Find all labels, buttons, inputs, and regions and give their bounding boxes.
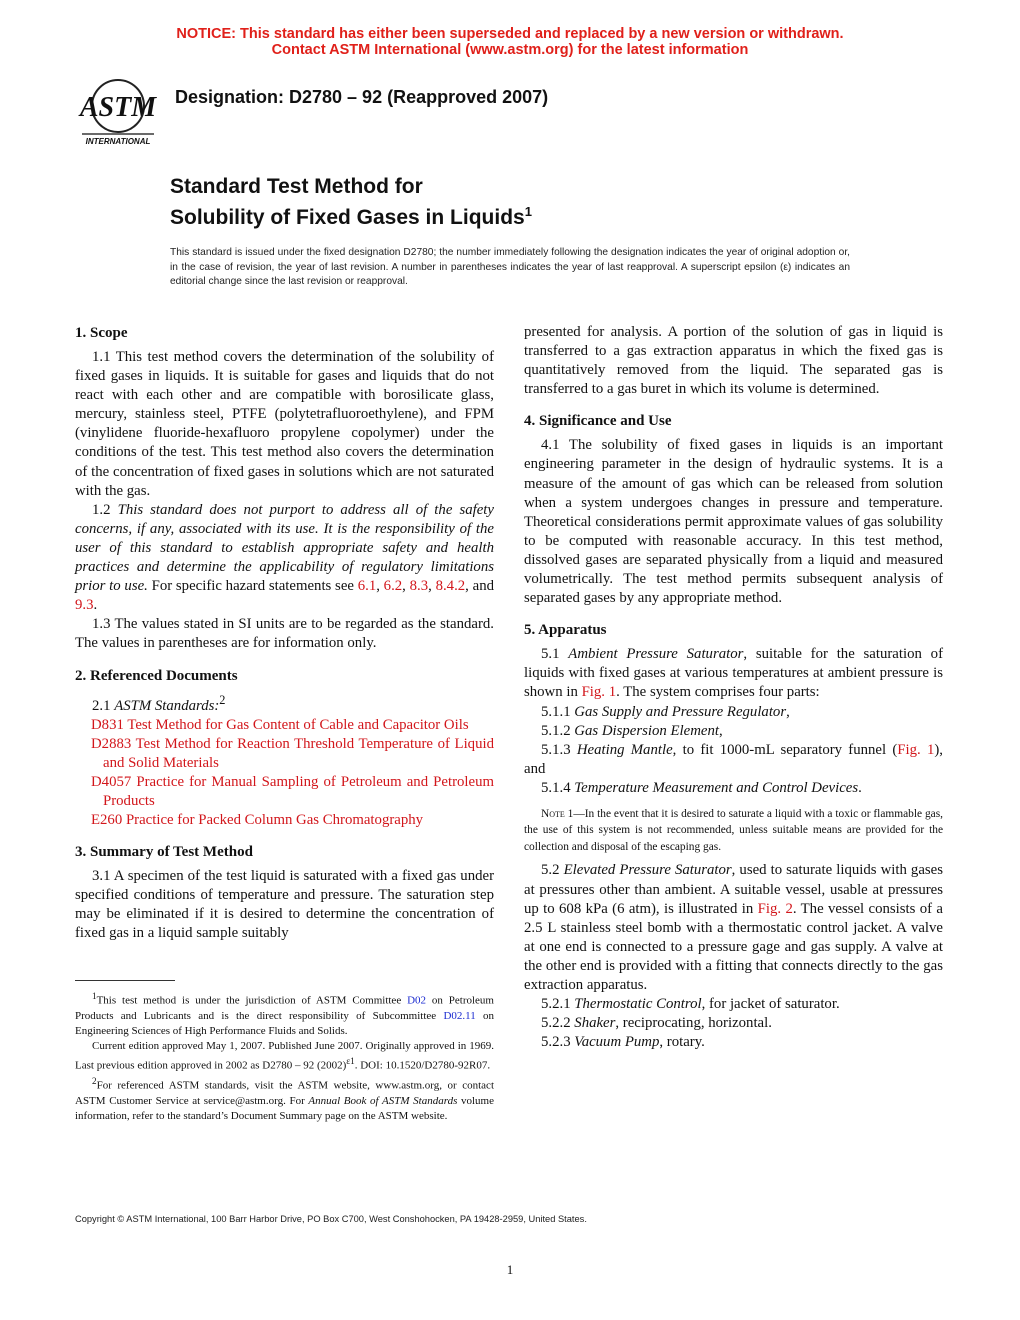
ref-link-d831[interactable]: D831 xyxy=(91,716,124,733)
right-column xyxy=(524,322,943,1052)
para-1-3: 1.3 The values stated in SI units are to be regarded as the standard. The values in parentheses are for information only. xyxy=(75,616,494,652)
para-5-1-4 xyxy=(524,779,943,798)
para-num: 1.2 xyxy=(92,501,118,518)
sep: , xyxy=(376,578,384,595)
link-8-4-2[interactable]: 8.4.2 xyxy=(435,578,466,595)
title-line-2 xyxy=(170,199,532,230)
link-6-1[interactable]: 6.1 xyxy=(357,578,377,595)
para-num: 5.1.1 xyxy=(541,703,575,720)
text: , xyxy=(718,722,723,739)
svg-text:INTERNATIONAL: INTERNATIONAL xyxy=(85,137,151,146)
reference-d2883 xyxy=(75,735,494,773)
title-text: Solubility of Fixed Gases in Liquids xyxy=(170,206,525,229)
link-d02[interactable]: D02 xyxy=(407,994,427,1007)
term: Shaker xyxy=(574,1015,616,1032)
term: Gas Dispersion Element xyxy=(574,722,719,739)
para-5-2 xyxy=(524,861,943,995)
ref-link-e260[interactable]: E260 xyxy=(91,811,123,828)
para-5-2-1 xyxy=(524,995,943,1014)
para-num: 2.1 xyxy=(92,697,115,714)
text: For referenced ASTM standards, visit the ASTM website, www.astm.org, or contact ASTM Customer Service at service@astm.org. For xyxy=(75,1079,494,1107)
astm-standards-label: ASTM Standards: xyxy=(114,697,220,714)
text: ), and xyxy=(524,741,943,777)
section-1-heading: 1. Scope xyxy=(75,325,128,341)
para-num: 5.1 xyxy=(541,646,569,663)
para-2-1 xyxy=(75,691,494,716)
text: , to fit 1000-mL separatory funnel ( xyxy=(672,741,898,758)
text: , for jacket of saturator. xyxy=(701,996,840,1013)
text: volume information, refer to the standard’s Document Summary page on the ASTM website. xyxy=(75,1094,494,1122)
note-1 xyxy=(524,806,943,856)
ref-title-d2883[interactable]: Test Method for Reaction Threshold Temperature of Liquid and Solid Materials xyxy=(103,735,494,771)
title-footnote-ref: 1 xyxy=(524,204,532,219)
link-6-2[interactable]: 6.2 xyxy=(383,578,403,595)
text: , suitable for the saturation of liquids with fixed gases at various temperatures at ambient pressure is shown in xyxy=(524,646,943,701)
para-5-1 xyxy=(524,645,943,702)
designation: Designation: D2780 – 92 (Reapproved 2007) xyxy=(175,87,549,107)
para-num: 5.1.2 xyxy=(541,722,575,739)
text: . DOI: 10.1520/D2780-92R07. xyxy=(354,1059,491,1072)
footnote-1 xyxy=(75,989,494,1039)
epsilon-sup: ε1 xyxy=(346,1056,355,1067)
ref-link-d4057[interactable]: D4057 xyxy=(91,773,132,790)
footnote-ref: 2 xyxy=(219,692,226,707)
text: , rotary. xyxy=(659,1034,705,1051)
sep: . xyxy=(93,597,98,614)
safety-caveat: This standard does not purport to address all of the safety concerns, if any, associated with its use. It is the responsibility of the user of this standard to establish appropriate safety and health practices and determine the applicability of regulatory limitations prior to use. xyxy=(75,501,494,595)
para-num: 5.2.1 xyxy=(541,996,575,1013)
sep: , xyxy=(428,578,436,595)
footnote-1-edition xyxy=(75,1039,494,1074)
book-title: Annual Book of ASTM Standards xyxy=(308,1094,458,1107)
astm-logo xyxy=(76,76,160,148)
ref-link-d2883[interactable]: D2883 xyxy=(91,735,132,752)
para-num: 5.1.4 xyxy=(541,779,575,796)
footnotes xyxy=(75,989,494,1124)
note-label: Note 1 xyxy=(541,807,574,820)
section-4-heading: 4. Significance and Use xyxy=(524,413,672,430)
sep: , xyxy=(402,578,410,595)
para-1-2 xyxy=(75,501,494,616)
para-num: 5.2.2 xyxy=(541,1015,575,1032)
section-2-heading: 2. Referenced Documents xyxy=(75,667,238,684)
copyright: Copyright © ASTM International, 100 Barr Harbor Drive, PO Box C700, West Conshohocken, PA 19428-2959, United States. xyxy=(75,1214,587,1224)
para-3-1-continued: presented for analysis. A portion of the solution of gas in liquid is transferred to a gas extraction apparatus in which the fixed gas is quantitatively removed from the liquid. The separated gas is transferred to a gas buret in which its volume is determined. xyxy=(524,324,943,398)
ref-title-d4057[interactable]: Practice for Manual Sampling of Petroleum and Petroleum Products xyxy=(103,773,494,809)
link-fig-1[interactable]: Fig. 1 xyxy=(897,741,935,758)
footnote-marker: 2 xyxy=(92,1075,97,1086)
link-fig-1[interactable]: Fig. 1 xyxy=(581,684,617,701)
page-number: 1 xyxy=(506,1262,514,1277)
para-5-1-2 xyxy=(524,722,943,741)
link-8-3[interactable]: 8.3 xyxy=(409,578,429,595)
para-5-1-1 xyxy=(524,703,943,722)
para-5-1-3 xyxy=(524,741,943,779)
notice-line-1: NOTICE: This standard has either been superseded and replaced by a new version or withdrawn. xyxy=(176,26,844,42)
footnote-marker: 1 xyxy=(92,991,97,1001)
footnote-2 xyxy=(75,1074,494,1124)
text: , used to saturate liquids with gases at pressures other than ambient. A suitable vessel, usable at pressures up to 608 kPa (6 atm), is illustrated in xyxy=(524,862,943,917)
reference-d831 xyxy=(75,716,494,735)
text: . The system comprises four parts: xyxy=(616,684,820,701)
text: on Petroleum Products and Lubricants and is the direct responsibility of Subcommittee xyxy=(75,994,494,1022)
title-line-1: Standard Test Method for xyxy=(170,175,423,198)
para-4-1: 4.1 The solubility of fixed gases in liquids is an important engineering parameter in the design of hydraulic systems. It is a measure of the amount of gas which can be released from solution when a system undergoes changes in pressure and temperature. Theoretical considerations permit approximate values of gas solubility to be computed with reasonable accuracy. In this test method, dissolved gases are separated physically from a liquid and measured volumetrically. The test method permits subsequent analysis of separated gases by any appropriate method. xyxy=(524,437,943,607)
note-text: —In the event that it is desired to saturate a liquid with a toxic or flammable gas, the use of this system is not recommended, unless suitable means are provided for the collection and disposal of the escaping gas. xyxy=(524,807,943,853)
link-9-3[interactable]: 9.3 xyxy=(75,597,94,614)
reference-e260 xyxy=(75,811,494,830)
text: Current edition approved May 1, 2007. Published June 2007. Originally approved in 1969. Last previous edition approved in 2002 as D2780 – 92 (2002) xyxy=(75,1039,494,1072)
text: This test method is under the jurisdiction of ASTM Committee xyxy=(96,994,408,1007)
para-num: 5.2 xyxy=(541,862,564,879)
text: For specific hazard statements see xyxy=(147,578,358,595)
para-num: 5.1.3 xyxy=(541,741,577,758)
term: Elevated Pressure Saturator xyxy=(563,862,732,879)
text: , xyxy=(786,703,790,720)
term: Heating Mantle xyxy=(576,741,673,758)
left-column xyxy=(75,322,494,943)
section-5-heading: 5. Apparatus xyxy=(524,622,607,639)
link-fig-2[interactable]: Fig. 2 xyxy=(757,900,793,917)
para-5-2-3 xyxy=(524,1033,943,1052)
ref-title-e260[interactable]: Practice for Packed Column Gas Chromatography xyxy=(125,811,424,828)
para-1-1: 1.1 This test method covers the determination of the solubility of fixed gases in liquids. It is suitable for gases and liquids that do not react with each other and are compatible with borosilicate glass, mercury, stainless steel, PTFE (polytetrafluoroethylene), and FPM (vinylidene fluoride-hexafluoro propylene copolymer) under the conditions of the test. This test method also covers the determination of the concentration of fixed gases in solutions which are not saturated with the gas. xyxy=(75,349,494,499)
para-3-1: 3.1 A specimen of the test liquid is saturated with a fixed gas under specified conditions of temperature and pressure. The saturation step may be eliminated if it is desired to determine the concentration of fixed gas in a liquid sample suitably xyxy=(75,868,494,942)
section-3-heading: 3. Summary of Test Method xyxy=(75,844,253,861)
term: Ambient Pressure Saturator xyxy=(568,646,744,663)
text: , reciprocating, horizontal. xyxy=(615,1015,772,1032)
notice-banner xyxy=(0,26,1020,58)
notice-line-2: Contact ASTM International (www.astm.org) for the latest information xyxy=(271,42,749,58)
term: Temperature Measurement and Control Devices xyxy=(574,779,859,796)
footnote-divider xyxy=(75,980,175,981)
ref-title-d831[interactable]: Test Method for Gas Content of Cable and Capacitor Oils xyxy=(127,716,469,733)
text: on Engineering Sciences of High Performance Fluids and Solids. xyxy=(75,1009,495,1037)
svg-text:ASTM: ASTM xyxy=(79,92,157,123)
para-num: 5.2.3 xyxy=(541,1034,575,1051)
term: Gas Supply and Pressure Regulator xyxy=(574,703,787,720)
text: . The vessel consists of a 2.5 L stainless steel bomb with a thermostatic control jacket. A valve at one end is connected to a pressure gage and gas supply. A valve at the other end is provided with a fitting that connects directly to the gas extraction apparatus. xyxy=(524,900,943,994)
reference-d4057 xyxy=(75,773,494,811)
astm-logo-icon xyxy=(76,76,160,148)
sep: , and xyxy=(465,578,494,595)
text: . xyxy=(858,779,862,796)
link-d02-11[interactable]: D02.11 xyxy=(443,1009,476,1022)
para-5-2-2 xyxy=(524,1014,943,1033)
intro-paragraph: This standard is issued under the fixed designation D2780; the number immediately following the designation indicates the year of original adoption or, in the case of revision, the year of last revision. A number in parentheses indicates the year of last reapproval. A superscript epsilon (ε) indicates an editorial change since the last revision or reapproval. xyxy=(170,247,850,288)
term: Vacuum Pump xyxy=(574,1034,660,1051)
term: Thermostatic Control xyxy=(574,996,702,1013)
document-title xyxy=(170,174,532,230)
